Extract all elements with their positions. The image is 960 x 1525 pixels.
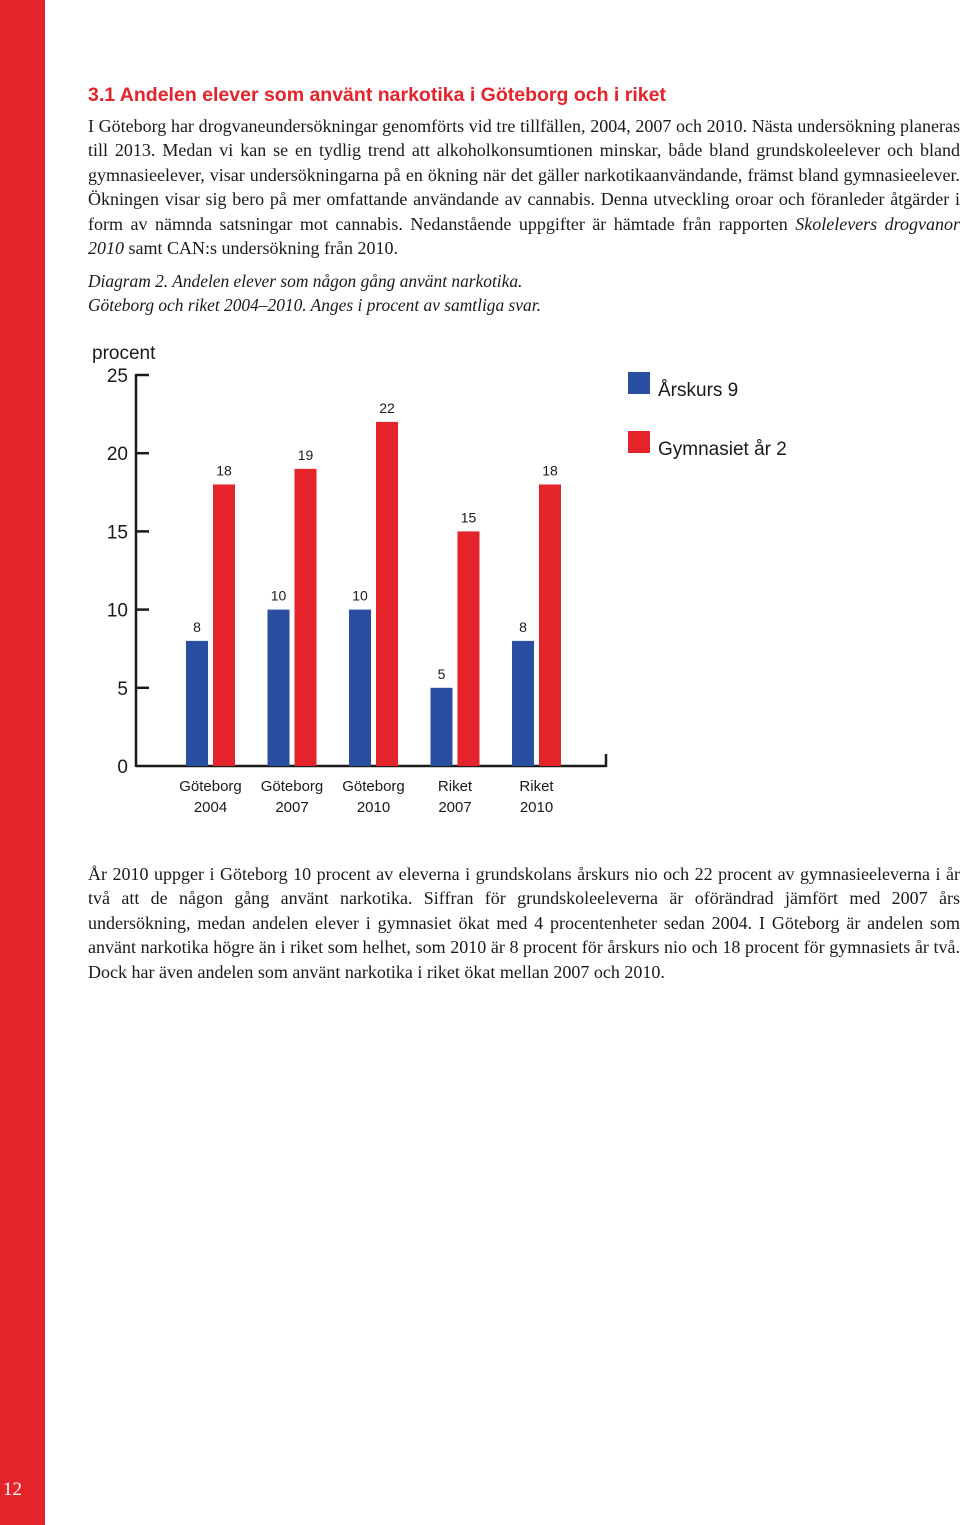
y-axis-label: procent [92, 343, 156, 364]
bar-value-label: 15 [460, 509, 477, 526]
y-ticks [107, 366, 149, 778]
legend-swatch [628, 372, 650, 394]
bar-value-label: 19 [297, 446, 314, 463]
y-tick-label: 5 [117, 678, 128, 700]
bar-arskurs9-4 [512, 641, 534, 766]
x-tick-label-line1: Göteborg [179, 778, 242, 795]
bar-value-label: 8 [519, 618, 527, 635]
legend-label: Gymnasiet år 2 [658, 439, 787, 460]
legend-label: Årskurs 9 [658, 380, 739, 401]
bar-value-label: 5 [437, 665, 446, 682]
caption-line-1: Diagram 2. Andelen elever som någon gång använt narkotika. [88, 271, 523, 291]
result-paragraph: År 2010 uppger i Göteborg 10 procent av eleverna i grundskolans årskurs nio och 22 procent av gymnasieeleverna i år två att de någon gång använt narkotika. Siffran för grundskoleeleverna är oförändrad jämfört med 2007 års undersökning, medan andelen elever i gymnasiet ökat med 4 procentenheter sedan 2004. I Göteborg är andelen som använt narkotika högre än i riket som helhet, som 2010 är 8 procent för årskurs nio och 18 procent för gymnasiets år två. Dock har även andelen som använt narkotika i riket ökat mellan 2007 och 2010. [88, 864, 960, 982]
y-tick-label: 20 [106, 444, 128, 466]
bar-value-label: 18 [216, 462, 232, 479]
bar-chart [0, 330, 960, 830]
bar-arskurs9-3 [431, 688, 453, 766]
bar-arskurs9-2 [349, 610, 371, 766]
caption-line-2: Göteborg och riket 2004–2010. Anges i procent av samtliga svar. [88, 295, 541, 316]
y-tick-label: 25 [106, 366, 128, 387]
bar-gymnasiet-3 [458, 531, 480, 766]
x-tick-label-line2: 2004 [193, 799, 228, 816]
section-heading: 3.1 Andelen elever som använt narkotika i Göteborg och i riket [88, 84, 666, 106]
bar-value-label: 8 [193, 618, 201, 635]
y-tick-label: 0 [117, 757, 128, 778]
bars [186, 400, 561, 766]
x-tick-label-line2: 2010 [356, 799, 391, 816]
intro-text-part1: I Göteborg har drogvaneundersökningar genomförts vid tre tillfällen, 2004, 2007 och 2010. Nästa undersökning planeras till 2013. Medan vi kan se en tydlig trend att alkoholkonsumtionen minskar, både bland grundskoleelever och bland gymnasieelever, visar undersökningarna på en ökning när det gäller narkotikaanvändande, främst bland gymnasieelever. Ökningen visar sig bero på mer omfattande användande av cannabis. Denna utveckling oroar och föranleder åtgärder i form av nämnda satsningar mot cannabis. Nedanstående uppgifter är hämtade från rapporten [88, 116, 960, 234]
bar-value-label: 10 [270, 587, 287, 604]
bar-value-label: 22 [379, 399, 395, 416]
report-title: Skolelevers drogvanor 2010 [88, 213, 960, 259]
bar-arskurs9-1 [268, 610, 290, 766]
diagram-caption [88, 269, 948, 318]
bar-value-label: 10 [352, 587, 368, 604]
bar-gymnasiet-4 [539, 484, 561, 766]
x-tick-label-line2: 2007 [275, 799, 309, 816]
x-tick-label-line1: Göteborg [342, 778, 405, 795]
page-number: 12 [3, 1479, 22, 1500]
x-tick-label-line1: Riket [437, 778, 473, 795]
bar-arskurs9-0 [186, 641, 208, 766]
y-tick-label: 10 [106, 600, 128, 622]
bar-value-label: 18 [542, 462, 558, 479]
bar-gymnasiet-0 [213, 484, 235, 766]
legend [628, 372, 787, 460]
x-tick-label-line1: Göteborg [260, 778, 324, 795]
x-tick-labels [179, 778, 554, 816]
y-tick-label: 15 [106, 522, 128, 544]
x-tick-label-line1: Riket [519, 778, 554, 795]
bar-gymnasiet-2 [376, 422, 398, 766]
intro-text-part2: samt CAN:s undersökning från 2010. [124, 238, 398, 259]
bar-gymnasiet-1 [295, 469, 317, 766]
x-tick-label-line2: 2007 [438, 799, 472, 816]
legend-swatch [628, 431, 650, 453]
intro-paragraph [88, 114, 960, 260]
x-tick-label-line2: 2010 [519, 799, 554, 816]
